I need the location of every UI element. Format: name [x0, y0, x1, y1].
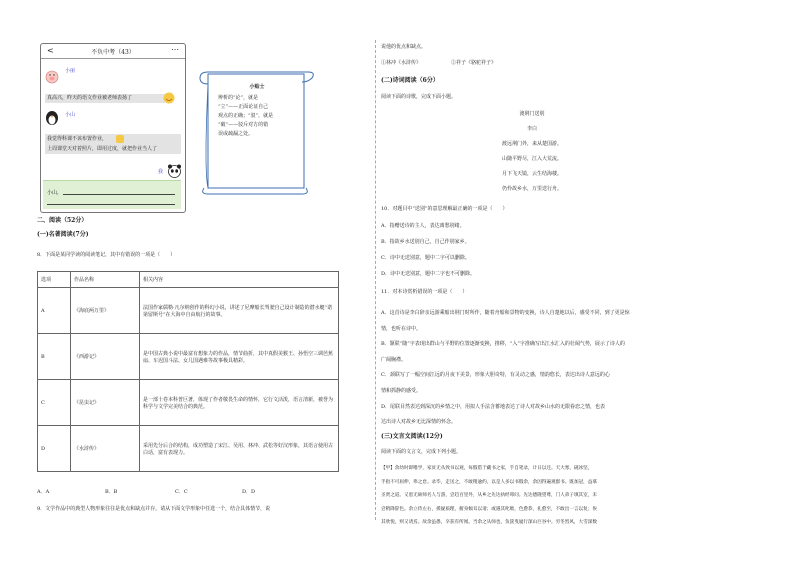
poem-title: 渡荆门送别: [519, 111, 545, 117]
option-cell: B: [38, 334, 71, 380]
tip-line: 观点的正确；“驳”，就是: [218, 113, 274, 119]
message-1-text: 真高兴，昨天的语文作业被老师表扬了: [47, 95, 133, 101]
chat-header: [41, 44, 185, 59]
classical-line: 手指不可屈伸，弗之怠。录毕，走送之，不敢稍逾约。以是人多以书假余，余因得遍观群书。既加冠，益慕: [381, 479, 597, 485]
table-row: [38, 380, 339, 426]
option-cell: A: [38, 288, 71, 334]
question-8-stem: 8．下面是某同学读的阅读笔记，其中有错误的一项是（ ）: [37, 252, 176, 258]
subsection-classics-heading: (一)名著阅读(7分): [37, 231, 89, 238]
poem-line: 渡远荆门外，来从楚国游。: [501, 141, 562, 147]
poem-line: 月下飞天镜，云生结海楼。: [501, 171, 562, 177]
question-11-stem: 11．对本诗赏析错误的一项是（ ）: [381, 289, 468, 295]
classical-passage: [381, 462, 715, 530]
reply-input-box[interactable]: [43, 180, 181, 209]
classical-line: 圣贤之道。又患无硕师名人与游，尝趋百里外，从乡之先达执经叩问。先达德隆望尊，门人弟子填其室，未: [381, 493, 597, 498]
q9-option-1: ①林冲《水浒传》: [381, 60, 422, 66]
poem-author: 李白: [526, 126, 537, 132]
message-2-text-a: 我觉得科课不该布置作业，: [47, 136, 108, 142]
user1-name: 小丽: [65, 68, 76, 74]
option-cell: D: [38, 426, 71, 472]
reply-prefix: 小山，: [47, 190, 63, 196]
classical-line: 尝稍降辞色。余立侍左右，援疑质理，俯身倾耳以请；或遇其叱咄，色愈恭，礼愈至，不敢出一言以复；俟: [381, 506, 597, 512]
table-row: [38, 334, 339, 380]
penguin-avatar-icon: [45, 110, 59, 126]
message-2-text-b: 上周课堂天对着照片，即用过度，就把作业当人了: [47, 146, 158, 152]
q9-option-2: ②祥子《骆驼祥子》: [451, 60, 497, 66]
pig-avatar-icon: [45, 70, 59, 84]
option-b: B．B: [105, 489, 118, 495]
message-bubble-1: [45, 94, 165, 103]
q11-option-line: C．颈联写了一幅空间江远的月夜下美景，形象大胆奇特，有灵动之感，情韵悠长，表达出诗人意远的心: [381, 372, 610, 379]
tip-line: 辨析的“论”，就是: [218, 95, 259, 101]
content-cell: 法国作家儒勒·凡尔纳创作的科幻小说，讲述了尼摩船长驾驶自己设计制造的潜水艇“诺第留斯号”在大海中自由航行的故事。: [140, 288, 339, 334]
table-row: [38, 288, 339, 334]
reading-notes-table: [37, 271, 339, 472]
q11-option-line: 情，也听在诗中。: [381, 325, 422, 332]
tip-title: 小贴士: [249, 84, 265, 90]
table-header-cell: 作品名称: [71, 272, 140, 288]
message-bubble-2: [45, 134, 181, 154]
more-icon: ⋯: [171, 45, 179, 54]
q11-option-line: D．尾联目然表达到深沉的乡情之中，用拟人手法含蓄地表达了诗人对故乡山水的无限眷恋之情，也表: [381, 403, 606, 410]
table-row: [38, 426, 339, 472]
classical-line: 其欣悦，则又请焉。故余虽愚，卒获有所闻。当余之从师也，负箧曳屣行深山巨谷中。穷冬烈风，大雪深数: [381, 520, 597, 525]
q11-option-line: 广阔胸襟。: [381, 356, 407, 363]
user2-name: 小山: [65, 112, 76, 118]
question-9-stem: 9．文学作品中的典型人物形象往往是优点和缺点并存。请从下面文学形象中任选一个，结合具体情节，说: [37, 506, 271, 512]
question-9-continued: 说他的优点和缺点。: [381, 44, 427, 50]
question-9-options: [381, 60, 681, 67]
blank-line-1: [63, 194, 175, 195]
q10-option-a: A．指赠送诗的主人，表达离愁别绪。: [381, 223, 465, 229]
blank-line-2: [47, 204, 175, 205]
classical-line: 【甲】余幼时即嗜学，家贫无从致书以观，每假借于藏书之家，手自笔录，计日以还。天大寒，砚冰坚，: [381, 466, 593, 471]
option-d: D．D: [242, 489, 256, 495]
subsection-classical-heading: (三)文言文阅读(12分): [381, 433, 443, 440]
work-name-cell: 《海底两万里》: [71, 288, 140, 334]
work-name-cell: 《西游记》: [71, 334, 140, 380]
question-10-stem: 10．对题目中“送别”的意思理解最正确的一项是（ ）: [381, 206, 508, 212]
column-divider: [375, 40, 376, 520]
q11-option-line: A．这首诗是李白辞亲远游乘船出荆门时所作，随着舟船和景物的变换，诗人自楚地以后，感受不同，到了更是惊: [381, 310, 630, 316]
chat-phone-card: [40, 43, 186, 213]
q11-option-line: 情和抓静的感受。: [381, 387, 422, 394]
work-name-cell: 《水浒传》: [71, 426, 140, 472]
laughing-emoji-icon: [163, 92, 175, 104]
content-cell: 采用先分后合的结构，成功塑造了宋江、吴用、林冲、武松等好汉形象，其语言使用古白话，富有表现力。: [140, 426, 339, 472]
q10-option-c: C．诗中无送别意，题中二字可以删除。: [381, 255, 470, 261]
table-header-row: [38, 272, 339, 288]
chat-title: 不负中考（43）: [91, 49, 135, 56]
me-label: 我: [158, 169, 164, 175]
tip-scroll: [198, 60, 316, 196]
tip-body: [218, 94, 302, 139]
tip-line: “立”——正面论证自己: [218, 104, 269, 110]
q10-option-d: D．诗中无送别意，题中二字也不可删除。: [381, 271, 476, 277]
q11-options: [381, 306, 711, 431]
section-reading-heading: 二、阅读（52分）: [37, 217, 88, 224]
classical-intro: 阅读下面的文言文，完成下列小题。: [381, 449, 462, 455]
option-c: C．C: [175, 489, 188, 495]
tip-line: 误或疏漏之处。: [218, 131, 254, 137]
poem-line: 山随平野尽，江入大荒流。: [501, 156, 562, 162]
poetry-intro: 阅读下面的诗歌，完成下面小题。: [381, 94, 457, 100]
q11-option-line: 达出诗人对故乡无比深情的怀念。: [381, 419, 457, 426]
sad-emoji-icon: [116, 135, 124, 143]
q11-option-line: B．颔联“随”字表现出群山与平野的位置逐渐变换，推移，“入”字准确写出江水汇入的壮阔气势，展示了诗人的: [381, 341, 625, 348]
table-header-cell: 相关内容: [140, 272, 339, 288]
panda-avatar-icon: [167, 164, 182, 178]
option-a: A．A: [37, 489, 50, 495]
table-header-cell: 选项: [38, 272, 71, 288]
back-icon: <: [47, 46, 54, 55]
q10-option-b: B．指故乡水送别自己，自己作别家乡。: [381, 239, 470, 245]
tip-line: “破”——驳斥对方的错: [218, 122, 269, 128]
content-cell: 是一部十卷本科普巨著，体现了作者敬畏生命的情怀，它行文活泼，语言清新，被誉为科学与文学完美结合的典范。: [140, 380, 339, 426]
option-cell: C: [38, 380, 71, 426]
content-cell: 是中国古典小说中最富有想象力的作品，情节曲折，其中真假美猴王、孙悟空三调芭蕉扇、车迟国斗法、女儿国遇难等故事极具精彩。: [140, 334, 339, 380]
poem-line: 仍怜故乡水，万里送行舟。: [501, 186, 562, 192]
work-name-cell: 《昆虫记》: [71, 380, 140, 426]
subsection-poetry-heading: (二)诗词阅读（6分）: [381, 77, 439, 84]
